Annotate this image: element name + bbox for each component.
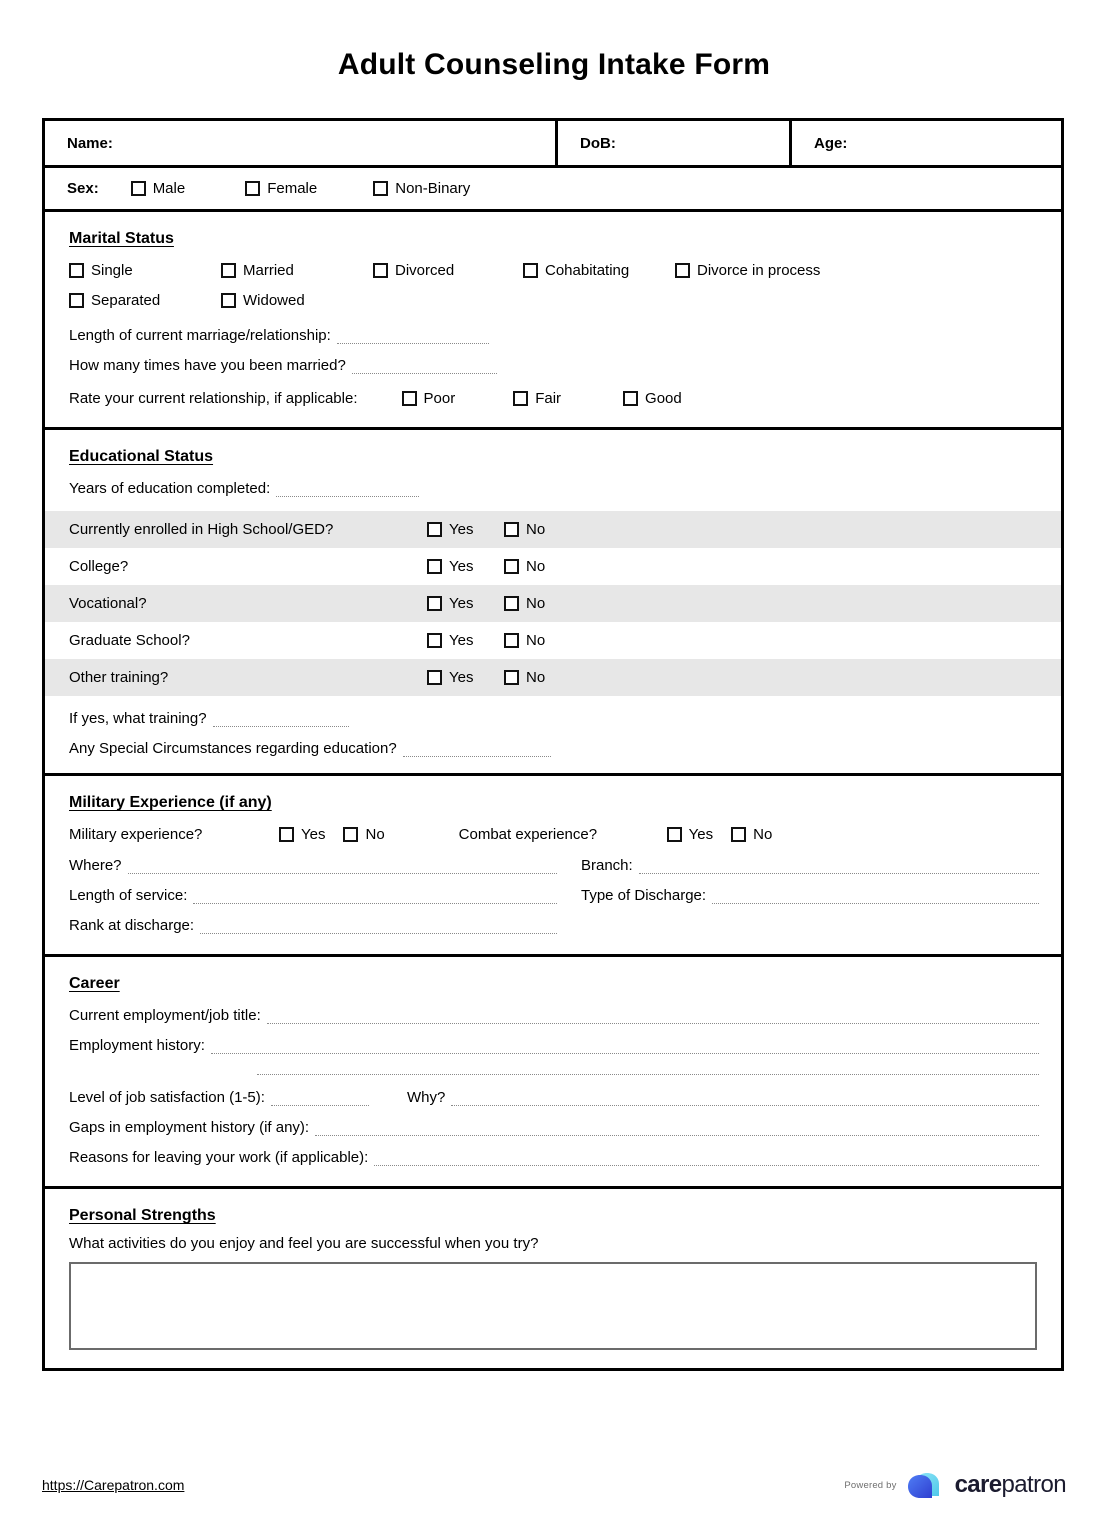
checkbox-icon[interactable] bbox=[623, 391, 638, 406]
times-married-label: How many times have you been married? bbox=[69, 357, 346, 374]
education-answer-no[interactable] bbox=[504, 595, 545, 612]
checkbox-icon[interactable] bbox=[245, 181, 260, 196]
checkbox-icon[interactable] bbox=[427, 670, 442, 685]
section-personal-strengths bbox=[45, 1189, 1061, 1368]
employment-gaps-label: Gaps in employment history (if any): bbox=[69, 1119, 310, 1136]
military-where-branch-row bbox=[69, 857, 1039, 874]
education-answer-no[interactable] bbox=[504, 669, 545, 686]
marital-option-divorced[interactable] bbox=[373, 262, 523, 279]
marital-option-single-label: Single bbox=[91, 262, 133, 279]
military-rank-input[interactable] bbox=[200, 919, 557, 934]
military-experience-heading: Military Experience (if any) bbox=[69, 794, 272, 811]
section-career bbox=[45, 957, 1061, 1189]
education-answer-no[interactable] bbox=[504, 558, 545, 575]
checkbox-icon[interactable] bbox=[513, 391, 528, 406]
personal-strengths-question: What activities do you enjoy and feel you are successful when you try? bbox=[69, 1235, 539, 1252]
job-satisfaction-line bbox=[69, 1089, 1039, 1106]
table-row bbox=[45, 659, 1061, 696]
military-experience-no-label: No bbox=[365, 826, 385, 843]
checkbox-icon[interactable] bbox=[279, 827, 294, 842]
checkbox-icon[interactable] bbox=[69, 263, 84, 278]
military-discharge-type-group bbox=[581, 887, 1039, 904]
table-row bbox=[45, 585, 1061, 622]
military-length-label: Length of service: bbox=[69, 887, 188, 904]
job-satisfaction-why-input[interactable] bbox=[451, 1091, 1039, 1106]
military-rank-group bbox=[69, 917, 581, 934]
education-answer-no-label: No bbox=[526, 558, 546, 575]
personal-strengths-textarea[interactable] bbox=[69, 1262, 1037, 1350]
education-question-label: Currently enrolled in High School/GED? bbox=[69, 521, 334, 538]
training-detail-input[interactable] bbox=[213, 712, 349, 727]
page-footer bbox=[42, 1462, 1066, 1508]
checkbox-icon[interactable] bbox=[373, 181, 388, 196]
checkbox-icon[interactable] bbox=[667, 827, 682, 842]
checkbox-icon[interactable] bbox=[504, 596, 519, 611]
education-answer-no[interactable] bbox=[504, 521, 545, 538]
employment-history-line-2 bbox=[257, 1060, 1039, 1075]
military-where-group bbox=[69, 857, 581, 874]
education-circumstances-label: Any Special Circumstances regarding education? bbox=[69, 740, 397, 757]
marital-options-grid bbox=[69, 262, 1039, 309]
education-answer-yes-label: Yes bbox=[449, 669, 474, 686]
military-discharge-type-label: Type of Discharge: bbox=[581, 887, 707, 904]
employment-history-input-2[interactable] bbox=[257, 1060, 1039, 1075]
education-answer-no-label: No bbox=[526, 669, 546, 686]
carepatron-wordmark-light: patron bbox=[1001, 1471, 1066, 1498]
times-married-line bbox=[69, 357, 1039, 374]
checkbox-icon[interactable] bbox=[131, 181, 146, 196]
current-employment-line bbox=[69, 1007, 1039, 1024]
job-satisfaction-label: Level of job satisfaction (1-5): bbox=[69, 1089, 265, 1106]
marital-options-row-2 bbox=[69, 292, 1039, 309]
military-rank-label: Rank at discharge: bbox=[69, 917, 195, 934]
career-heading: Career bbox=[69, 975, 120, 992]
education-answer-yes[interactable] bbox=[427, 595, 504, 612]
education-answer-yes[interactable] bbox=[427, 632, 504, 649]
relationship-rating-good-label: Good bbox=[645, 390, 682, 407]
relationship-rating-label: Rate your current relationship, if applicable: bbox=[69, 390, 358, 407]
marital-option-divorce-in-process-label: Divorce in process bbox=[697, 262, 821, 279]
education-answer-yes[interactable] bbox=[427, 521, 504, 538]
checkbox-icon[interactable] bbox=[504, 633, 519, 648]
leaving-reasons-input[interactable] bbox=[374, 1151, 1039, 1166]
sex-row bbox=[45, 168, 1061, 212]
combat-experience-no[interactable] bbox=[731, 826, 772, 843]
sex-label: Sex: bbox=[67, 180, 99, 197]
employment-gaps-input[interactable] bbox=[315, 1121, 1039, 1136]
education-question-label: College? bbox=[69, 558, 129, 575]
employment-gaps-line bbox=[69, 1119, 1039, 1136]
education-answer-yes-label: Yes bbox=[449, 558, 474, 575]
checkbox-icon[interactable] bbox=[504, 522, 519, 537]
marital-option-cohabitating[interactable] bbox=[523, 262, 675, 279]
years-education-label: Years of education completed: bbox=[69, 480, 271, 497]
personal-strengths-heading: Personal Strengths bbox=[69, 1207, 216, 1224]
education-answer-yes-label: Yes bbox=[449, 521, 474, 538]
table-row bbox=[45, 622, 1061, 659]
marital-option-widowed-label: Widowed bbox=[243, 292, 305, 309]
education-questions-table bbox=[45, 511, 1061, 696]
education-circumstances-input[interactable] bbox=[403, 742, 551, 757]
military-rank-row bbox=[69, 917, 1039, 934]
years-education-input[interactable] bbox=[276, 482, 419, 497]
education-question-label: Other training? bbox=[69, 669, 169, 686]
marital-option-married-label: Married bbox=[243, 262, 294, 279]
relationship-rating-poor[interactable] bbox=[402, 390, 456, 407]
carepatron-wordmark bbox=[955, 1473, 1066, 1497]
checkbox-icon[interactable] bbox=[402, 391, 417, 406]
employment-history-line bbox=[69, 1037, 1039, 1054]
military-where-label: Where? bbox=[69, 857, 122, 874]
military-branch-label: Branch: bbox=[581, 857, 633, 874]
section-military-experience bbox=[45, 776, 1061, 957]
checkbox-icon[interactable] bbox=[523, 263, 538, 278]
section-educational-status bbox=[45, 430, 1061, 776]
checkbox-icon[interactable] bbox=[221, 293, 236, 308]
marital-options-row-1 bbox=[69, 262, 1039, 279]
table-row bbox=[45, 548, 1061, 585]
employment-history-input[interactable] bbox=[211, 1039, 1039, 1054]
military-service-discharge-row bbox=[69, 887, 1039, 904]
marital-option-married[interactable] bbox=[221, 262, 373, 279]
checkbox-icon[interactable] bbox=[343, 827, 358, 842]
checkbox-icon[interactable] bbox=[373, 263, 388, 278]
name-field-cell[interactable] bbox=[45, 121, 558, 165]
educational-status-heading: Educational Status bbox=[69, 448, 214, 465]
sex-option-male-label: Male bbox=[152, 180, 186, 197]
training-detail-label: If yes, what training? bbox=[69, 710, 207, 727]
identity-row bbox=[45, 121, 1061, 168]
checkbox-icon[interactable] bbox=[504, 559, 519, 574]
sex-option-male[interactable] bbox=[131, 180, 186, 197]
marriage-length-line bbox=[69, 327, 1039, 344]
spacer bbox=[581, 917, 1039, 934]
marital-option-separated-label: Separated bbox=[91, 292, 161, 309]
sex-option-non-binary-label: Non-Binary bbox=[395, 180, 471, 197]
relationship-rating-line bbox=[69, 390, 1039, 407]
current-employment-label: Current employment/job title: bbox=[69, 1007, 261, 1024]
education-answer-no-label: No bbox=[526, 595, 546, 612]
table-row bbox=[45, 511, 1061, 548]
checkbox-icon[interactable] bbox=[427, 633, 442, 648]
education-circumstances-line bbox=[69, 740, 1039, 757]
dob-label: DoB: bbox=[580, 134, 616, 152]
powered-by-label: Powered by bbox=[844, 1479, 897, 1491]
times-married-input[interactable] bbox=[352, 359, 497, 374]
age-label: Age: bbox=[814, 134, 848, 152]
leaving-reasons-line bbox=[69, 1149, 1039, 1166]
marriage-length-label: Length of current marriage/relationship: bbox=[69, 327, 331, 344]
age-field-cell[interactable] bbox=[792, 121, 1061, 165]
marriage-length-input[interactable] bbox=[337, 329, 489, 344]
checkbox-icon[interactable] bbox=[427, 596, 442, 611]
job-satisfaction-input[interactable] bbox=[271, 1091, 369, 1106]
education-answer-yes-label: Yes bbox=[449, 595, 474, 612]
leaving-reasons-label: Reasons for leaving your work (if applicable): bbox=[69, 1149, 369, 1166]
marital-option-separated[interactable] bbox=[69, 292, 221, 309]
sex-option-female[interactable] bbox=[245, 180, 317, 197]
marital-option-single[interactable] bbox=[69, 262, 221, 279]
education-answer-no-label: No bbox=[526, 632, 546, 649]
military-discharge-type-input[interactable] bbox=[712, 889, 1039, 904]
marital-status-heading: Marital Status bbox=[69, 230, 174, 247]
relationship-rating-fair[interactable] bbox=[513, 390, 561, 407]
name-label: Name: bbox=[67, 134, 113, 152]
carepatron-url-link[interactable]: https://Carepatron.com bbox=[42, 1477, 185, 1493]
education-answer-yes-label: Yes bbox=[449, 632, 474, 649]
employment-history-label: Employment history: bbox=[69, 1037, 205, 1054]
job-satisfaction-why-label: Why? bbox=[406, 1089, 446, 1106]
combat-experience-yes-label: Yes bbox=[688, 826, 714, 843]
military-length-input[interactable] bbox=[193, 889, 557, 904]
years-education-line bbox=[69, 480, 1039, 497]
checkbox-icon[interactable] bbox=[731, 827, 746, 842]
education-answer-yes[interactable] bbox=[427, 669, 504, 686]
checkbox-icon[interactable] bbox=[221, 263, 236, 278]
education-answer-no[interactable] bbox=[504, 632, 545, 649]
combat-experience-yes[interactable] bbox=[667, 826, 713, 843]
checkbox-icon[interactable] bbox=[427, 559, 442, 574]
checkbox-icon[interactable] bbox=[427, 522, 442, 537]
combat-experience-no-label: No bbox=[753, 826, 773, 843]
education-question-label: Vocational? bbox=[69, 595, 147, 612]
military-experience-yes[interactable] bbox=[279, 826, 325, 843]
checkbox-icon[interactable] bbox=[675, 263, 690, 278]
military-experience-label: Military experience? bbox=[69, 826, 203, 843]
marital-option-divorce-in-process[interactable] bbox=[675, 262, 820, 279]
carepatron-logo-icon bbox=[907, 1469, 949, 1501]
military-experience-no[interactable] bbox=[343, 826, 384, 843]
training-detail-line bbox=[69, 710, 1039, 727]
combat-experience-label: Combat experience? bbox=[458, 826, 598, 843]
military-length-group bbox=[69, 887, 581, 904]
marital-option-cohabitating-label: Cohabitating bbox=[545, 262, 630, 279]
relationship-rating-good[interactable] bbox=[623, 390, 682, 407]
military-branch-group bbox=[581, 857, 1039, 874]
checkbox-icon[interactable] bbox=[504, 670, 519, 685]
checkbox-icon[interactable] bbox=[69, 293, 84, 308]
education-question-label: Graduate School? bbox=[69, 632, 190, 649]
education-answer-no-label: No bbox=[526, 521, 546, 538]
sex-option-female-label: Female bbox=[267, 180, 318, 197]
section-marital-status bbox=[45, 212, 1061, 430]
education-answer-yes[interactable] bbox=[427, 558, 504, 575]
page-title: Adult Counseling Intake Form bbox=[337, 48, 771, 81]
relationship-rating-poor-label: Poor bbox=[423, 390, 456, 407]
carepatron-branding bbox=[844, 1469, 1066, 1501]
relationship-rating-fair-label: Fair bbox=[535, 390, 562, 407]
current-employment-input[interactable] bbox=[267, 1009, 1039, 1024]
sex-option-non-binary[interactable] bbox=[373, 180, 470, 197]
military-experience-yes-label: Yes bbox=[301, 826, 326, 843]
military-experience-row bbox=[69, 826, 1039, 843]
intake-form-table bbox=[42, 118, 1064, 1371]
marital-option-widowed[interactable] bbox=[221, 292, 373, 309]
marital-option-divorced-label: Divorced bbox=[395, 262, 455, 279]
military-branch-input[interactable] bbox=[639, 859, 1039, 874]
military-where-input[interactable] bbox=[128, 859, 557, 874]
dob-field-cell[interactable] bbox=[558, 121, 792, 165]
carepatron-wordmark-bold: care bbox=[954, 1471, 1002, 1498]
